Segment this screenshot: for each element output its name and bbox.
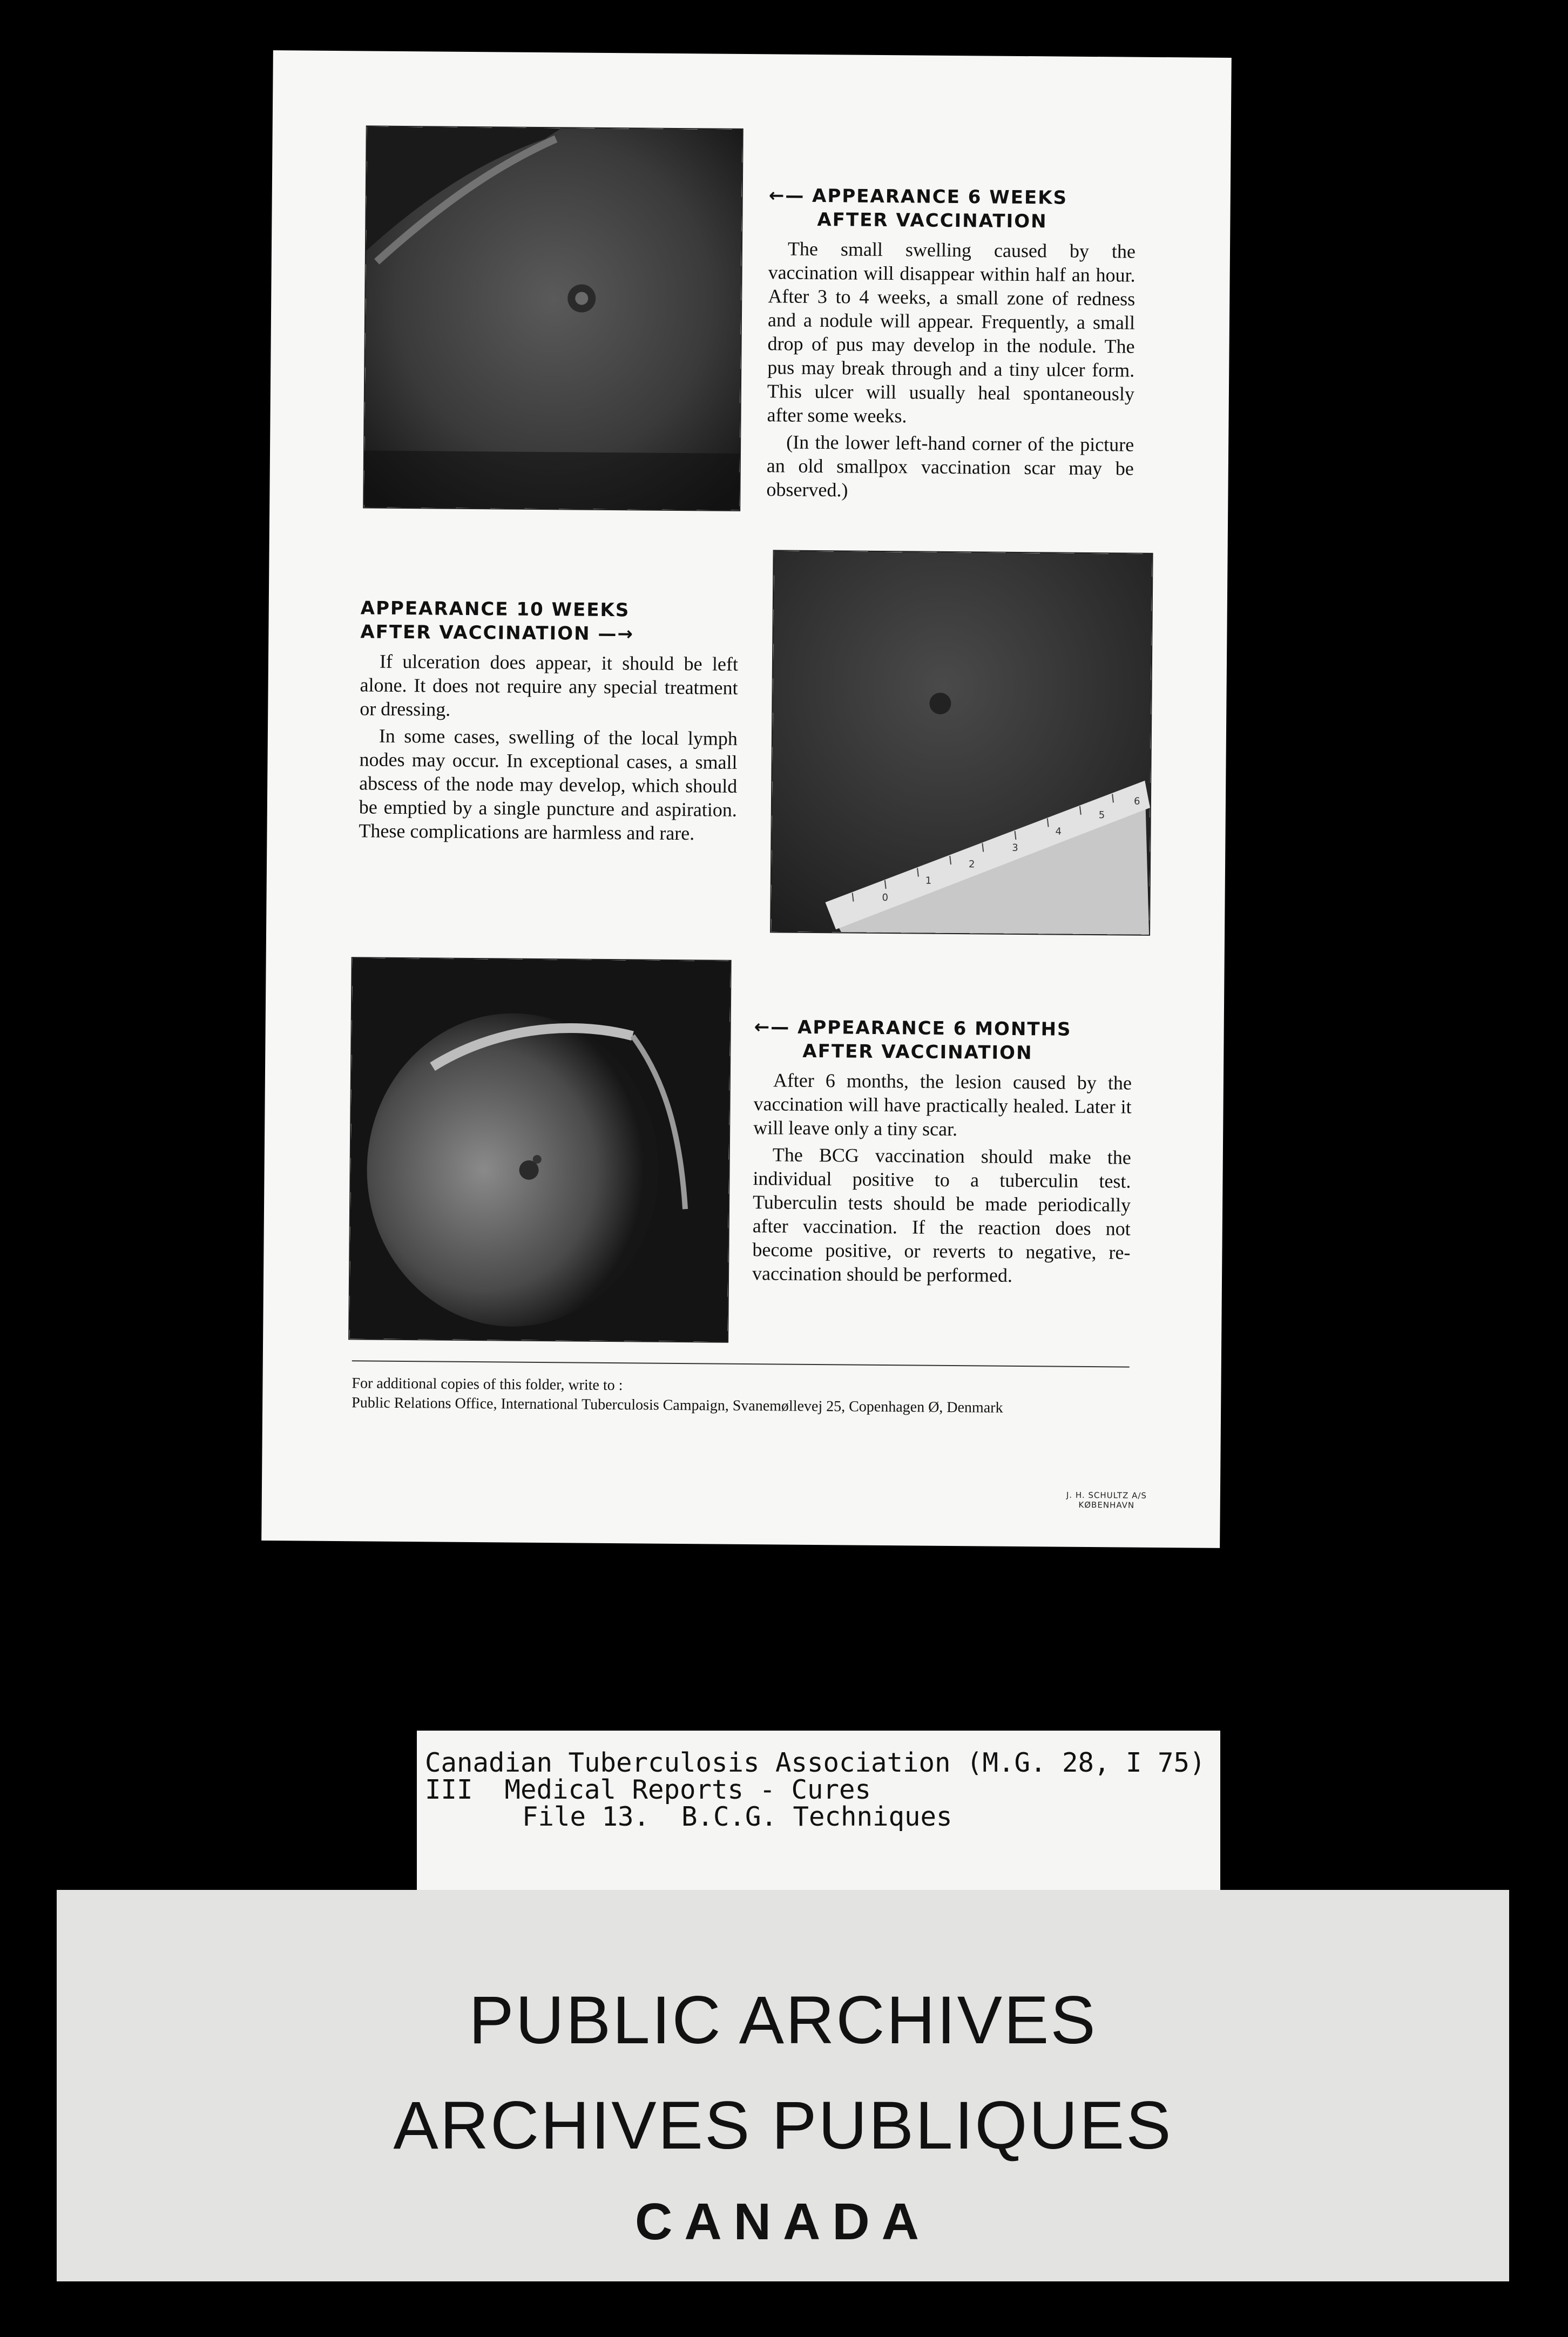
paragraph: After 6 months, the lesion caused by the vaccination will have practically healed. Later it will leave only a tiny scar. <box>753 1069 1132 1140</box>
heading-line2-wrap: AFTER VACCINATION —→ <box>360 621 634 645</box>
photo-6-months <box>349 958 731 1341</box>
arrow-left-icon: ← <box>754 1016 771 1038</box>
ruler-digit: 1 <box>925 875 932 887</box>
section-body <box>766 237 1136 504</box>
section-10-weeks <box>359 596 739 848</box>
section-6-months <box>752 1015 1132 1291</box>
section-6-weeks <box>766 184 1136 507</box>
heading-line2: AFTER VACCINATION <box>817 208 1047 233</box>
archives-line3: CANADA <box>635 2193 931 2251</box>
ruler-digit: 4 <box>1055 826 1062 837</box>
photo-10-weeks <box>771 551 1152 934</box>
section-body <box>359 649 738 845</box>
photo-6-weeks <box>364 126 742 510</box>
paragraph: The BCG vaccination should make the individual positive to a tuberculin test. Tuberculin tests should be made periodically after vaccination. If the reaction does not become positive, or reverts to negative, re-vaccination should be performed. <box>752 1144 1131 1286</box>
heading-line2: AFTER VACCINATION <box>360 621 591 645</box>
heading-line1: APPEARANCE 6 MONTHS <box>797 1016 1072 1041</box>
paragraph: If ulceration does appear, it should be left alone. It does not require any special treatment or dressing. <box>360 650 739 720</box>
paragraph: In some cases, swelling of the local lymph nodes may occur. In exceptional cases, a small abscess of the node may develop, which should be emptied by a single puncture and aspiration. These complications are harmless and rare. <box>359 725 738 845</box>
ruler-digit: 5 <box>1098 809 1105 821</box>
section-heading: ←— APPEARANCE 6 WEEKS AFTER VACCINATION <box>768 184 1136 234</box>
archive-reference-card <box>417 1731 1220 1893</box>
heading-line1: APPEARANCE 6 WEEKS <box>812 185 1068 209</box>
heading-line1: APPEARANCE 10 WEEKS <box>360 597 630 622</box>
footer <box>352 1374 1162 1419</box>
arrow-right-icon: → <box>617 623 634 645</box>
ruler-digit: 6 <box>1133 795 1140 807</box>
printer-line1: J. H. SCHULTZ A/S <box>1066 1490 1147 1501</box>
ruler-digit: 2 <box>968 859 975 870</box>
archives-line1: PUBLIC ARCHIVES <box>469 1983 1097 2058</box>
paragraph: (In the lower left-hand corner of the picture an old smallpox vaccination scar may be observed.) <box>766 431 1134 501</box>
paragraph: The small swelling caused by the vaccination will disappear within half an hour. After 3 to 4 weeks, a small zone of redness and a nodule will appear. Frequently, a small drop of pus may develop in the nodule. The pus may break through and a tiny ulcer form. This ulcer will usually heal spontaneously after some weeks. <box>767 238 1136 427</box>
footer-line2: Public Relations Office, International Tuberculosis Campaign, Svanemøllevej 25, Copenhagen Ø, Denmark <box>352 1394 1003 1416</box>
footer-divider <box>352 1360 1130 1367</box>
printer-line2: KØBENHAVN <box>1078 1500 1135 1510</box>
card-line3: File 13. B.C.G. Techniques <box>522 1801 952 1832</box>
archives-line2: ARCHIVES PUBLIQUES <box>393 2088 1173 2163</box>
printer-mark <box>1066 1490 1147 1510</box>
arrow-left-icon: ← <box>768 185 786 207</box>
section-heading <box>360 596 739 646</box>
card-line2: III Medical Reports - Cures <box>425 1774 871 1805</box>
leaflet-page <box>261 50 1232 1548</box>
public-archives-strip <box>57 1890 1509 2281</box>
section-body <box>752 1068 1132 1288</box>
section-heading: ←— APPEARANCE 6 MONTHS AFTER VACCINATION <box>754 1015 1132 1065</box>
heading-line2: AFTER VACCINATION <box>802 1040 1033 1064</box>
footer-line1: For additional copies of this folder, write to : <box>352 1375 623 1394</box>
card-line1: Canadian Tuberculosis Association (M.G. 28, I 75) <box>425 1747 1206 1778</box>
ruler-digit: 0 <box>882 891 889 904</box>
ruler-digit: 3 <box>1012 842 1018 854</box>
